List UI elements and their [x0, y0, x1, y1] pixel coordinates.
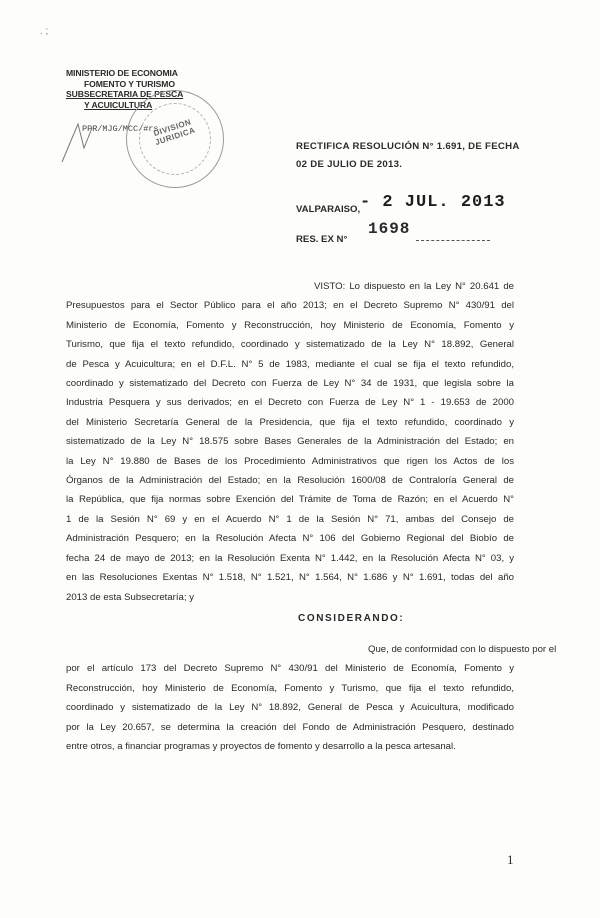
visto-line: sistematizado de la Ley N° 18.575 sobre Bases Generales de la Administración del Estado; en — [66, 436, 514, 448]
visto-line: la República, que fija normas sobre Exención del Trámite de Toma de Razón; en el Acuerdo N° — [66, 494, 514, 506]
visto-line: coordinado y sistematizado del Decreto con Fuerza de Ley N° 34 de 1931, que legisla sobre la — [66, 378, 514, 390]
res-ex-underline — [416, 240, 490, 241]
que-line: Reconstrucción, hoy Ministerio de Economía, Fomento y Turismo, que fija el texto refundido, — [66, 682, 514, 694]
visto-line: de Pesca y Acuicultura; en el D.F.L. N° 5 de 1983, mediante el cual se fija el texto refundido, — [66, 358, 514, 370]
visto-line: en las Resoluciones Exentas N° 1.518, N° 1.521, N° 1.564, N° 1.686 y N° 1.691, todas del año — [66, 572, 514, 584]
visto-line: 2013 de esta Subsecretaría; y — [66, 591, 194, 603]
res-ex-label: RES. EX N° — [296, 234, 348, 245]
visto-line: 1 de la Sesión N° 69 y en el Acuerdo N° 1 de la Sesión N° 71, ambas del Consejo de — [66, 513, 514, 525]
visto-line: Turismo, que fija el texto refundido, coordinado y sistematizado de la Ley N° 18.892, General — [66, 339, 514, 351]
visto-line: fecha 24 de mayo de 2013; en la Resolución Exenta N° 1.442, en la Resolución Afecta N° 03, y — [66, 552, 514, 564]
visto-line: Órganos de la Administración del Estado; en la Resolución 1600/08 de Contraloría General de — [66, 475, 514, 487]
ministry-line-1: MINISTERIO DE ECONOMIA — [66, 68, 178, 78]
visto-line: Industria Pesquera y sus derivados; en el Decreto con Fuerza de Ley N° 1 - 19.653 de 2000 — [66, 397, 514, 409]
que-line: por el artículo 173 del Decreto Supremo N° 430/91 del Ministerio de Economía, Fomento y — [66, 663, 514, 675]
visto-line: Administración Pesquero; en la Resolución Afecta N° 106 del Gobierno Regional del Biobío de — [66, 533, 514, 545]
visto-line: Ministerio de Economía, Fomento y Reconstrucción, hoy Ministerio de Economía, Fomento y — [66, 319, 514, 331]
que-line: entre otros, a financiar programas y proyectos de fomento y desarrollo a la pesca artesanal. — [66, 741, 456, 753]
considerando-heading: CONSIDERANDO: — [298, 613, 405, 624]
handwritten-mark-icon — [58, 118, 118, 166]
valparaiso-label: VALPARAISO, — [296, 204, 361, 215]
visto-line: del Ministerio Secretaría General de la Presidencia, que fija el texto refundido, coordinado y — [66, 416, 514, 428]
resolution-title — [296, 138, 526, 174]
ministry-line-2: FOMENTO Y TURISMO — [84, 78, 175, 89]
stamped-date: - 2 JUL. 2013 — [360, 193, 506, 212]
scan-mark: . ; — [40, 26, 49, 37]
page-number: 1 — [507, 852, 514, 867]
reference-code: PPR/MJG/MCC/#rs — [82, 124, 159, 134]
title-line-2: 02 DE JULIO DE 2013. — [296, 159, 403, 170]
ministry-line-3: SUBSECRETARIA DE PESCA — [66, 89, 184, 99]
que-line: Que, de conformidad con lo dispuesto por el — [368, 644, 557, 655]
res-ex-number: 1698 — [368, 220, 411, 238]
ministry-line-4: Y ACUICULTURA — [84, 99, 153, 110]
stamp-label: DIVISION JURIDICA — [152, 117, 197, 148]
que-line: por la Ley 20.657, se determina la creación del Fondo de Administración Pesquero, destinado — [66, 721, 514, 733]
visto-line: VISTO: Lo dispuesto en la Ley N° 20.641 de — [314, 281, 514, 292]
que-paragraph — [66, 640, 557, 756]
visto-line: Presupuestos para el Sector Público para el año 2013; en el Decreto Supremo N° 430/91 del — [66, 300, 514, 312]
visto-paragraph — [66, 277, 514, 607]
visto-line: la Ley N° 19.880 de Bases de los Procedimiento Administrativos que rigen los Actos de los — [66, 455, 514, 467]
title-line-1: RECTIFICA RESOLUCIÓN N° 1.691, DE FECHA — [296, 141, 520, 152]
que-line: coordinado y sistematizado de la Ley N° 18.892, General de Pesca y Acuicultura, modificado — [66, 702, 514, 714]
